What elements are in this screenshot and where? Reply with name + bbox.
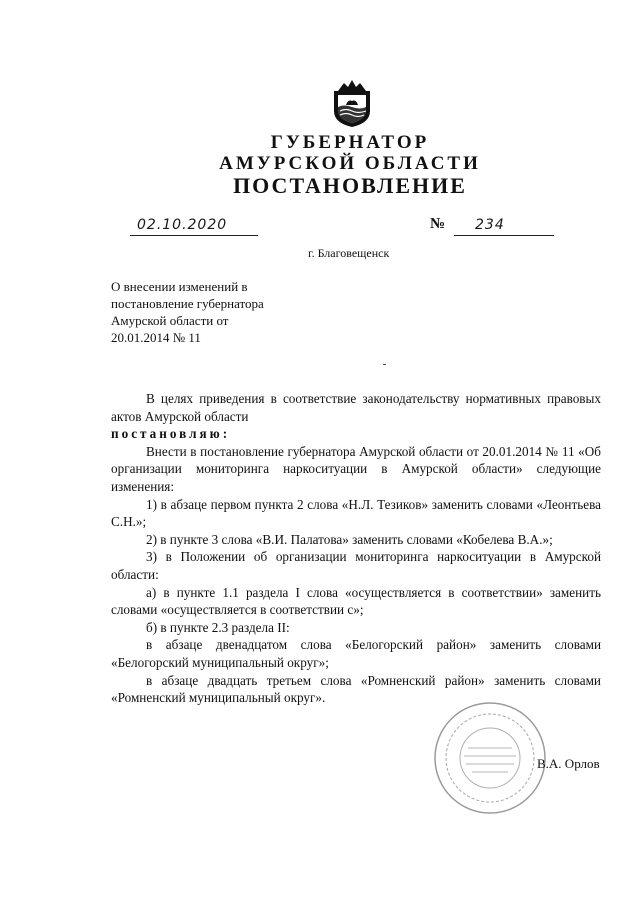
number-label: № [430,216,446,232]
region-title: АМУРСКОЙ ОБЛАСТИ [219,153,481,174]
intro-paragraph: В целях приведения в соответствие законодательству нормативных правовых актов Амурской области [111,391,601,424]
city-label: г. Благовещенск [308,246,390,260]
coat-of-arms-icon [330,77,374,129]
document-date: 02.10.2020 [137,217,228,233]
body-paragraph: Внести в постановление губернатора Амурской области от 20.01.2014 № 11 «Об организации мониторинга наркоситуации в Амурской области» следующие изменения: [111,443,601,494]
body-paragraph: в абзаце двенадцатом слова «Белогорский район» заменить словами «Белогорский муниципальный округ»; [111,637,601,670]
body-paragraph: б) в пункте 2.3 раздела II: [146,619,290,635]
document-type-title: ПОСТАНОВЛЕНИЕ [233,173,467,198]
subject-line: постановление губернатора [111,296,264,311]
decree-word: постановляю: [111,426,231,442]
body-paragraph: 1) в абзаце первом пункта 2 слова «Н.Л. Тезиков» заменить словами «Леонтьева С.Н.»; [111,496,601,530]
subject-line: О внесении изменений в [111,279,248,294]
body-paragraph: 3) в Положении об организации мониторинга наркоситуации в Амурской области: [111,549,601,582]
scan-speck [383,364,386,365]
subject-line: Амурской области от [111,313,229,328]
governor-title: ГУБЕРНАТОР [270,132,430,153]
subject-line: 20.01.2014 № 11 [111,330,201,345]
signer-name: В.А. Орлов [537,756,600,771]
body-paragraph: 2) в пункте 3 слова «В.И. Палатова» заменить словами «Кобелева В.А.»; [146,531,553,547]
document-subject [111,278,311,346]
official-stamp-icon [432,700,548,816]
body-paragraph: а) в пункте 1.1 раздела I слова «осуществляется в соответствии» заменить словами «осуществляется в соответствии с»; [111,584,601,618]
document-body [111,390,601,707]
body-paragraph: в абзаце двадцать третьем слова «Ромненский район» заменить словами «Ромненский муниципальный округ». [111,672,601,706]
document-number: 234 [475,217,505,233]
